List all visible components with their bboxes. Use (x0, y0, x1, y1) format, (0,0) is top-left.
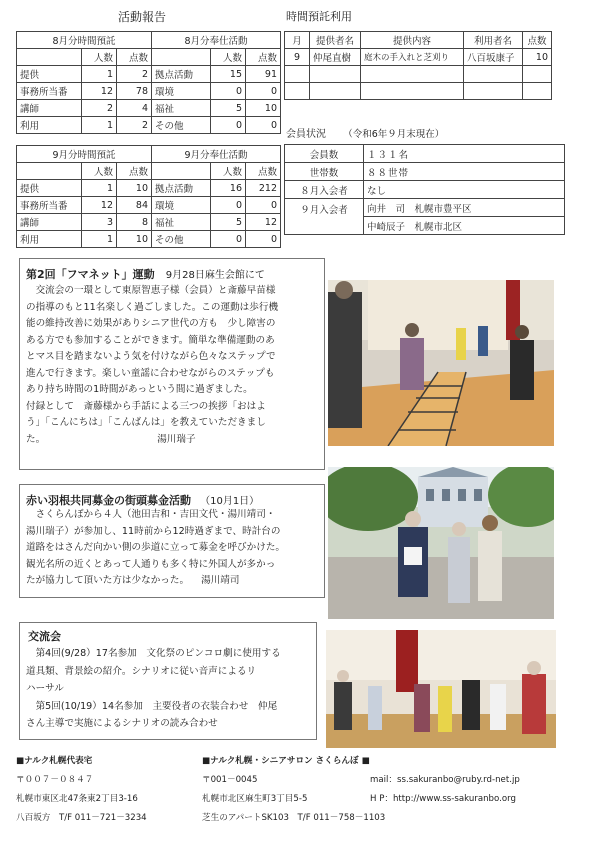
footer-org2-address: 札幌市北区麻生町3丁目5-5 (202, 794, 308, 804)
table-row (17, 197, 281, 214)
timebank-usage-heading: 時間預託利用 (286, 10, 352, 23)
article-author: 湯川靖司 (201, 575, 240, 586)
row-activity-count: 16 (211, 180, 246, 197)
table-row (17, 100, 281, 117)
article-date-place: 9月28日麻生会館にて (165, 270, 265, 281)
member-label: 世帯数 (285, 163, 364, 181)
row-points: 8 (117, 214, 152, 231)
row-activity-points: 0 (246, 117, 281, 134)
footer-mail[interactable]: mail：ss.sakuranbo@ruby.rd-net.jp (370, 775, 520, 785)
body-line: 道具類、背景絵の紹介。シナリオに従い音声によるリ (26, 665, 257, 677)
row-label: 提供 (17, 180, 82, 197)
member-value-extra: 中崎辰子 札幌市北区 (364, 217, 565, 235)
article-body (26, 283, 324, 448)
sep-service-header: 9月分奉仕活動 (152, 146, 281, 163)
row-activity: 環境 (152, 197, 211, 214)
membership-table (284, 144, 565, 235)
row-activity: 福祉 (152, 100, 211, 117)
row-activity-count: 5 (211, 214, 246, 231)
body-line: 能の維持改善に効果がありシニア世代の方も 少し障害の (26, 318, 276, 329)
row-activity-points: 212 (246, 180, 281, 197)
row-activity: その他 (152, 231, 211, 248)
body-line: 観光名所の近くとあって人通りも多く特に外国人が多かっ (26, 558, 276, 570)
sep-col-points2: 点数 (246, 163, 281, 180)
col-points: 点数 (523, 32, 552, 49)
row-activity: 環境 (152, 83, 211, 100)
row-activity-count: 0 (211, 117, 246, 134)
row-count: 1 (82, 231, 117, 248)
body-line: 道路をはさんだ向かい側の歩道に立って募金を呼びかけた。 (26, 542, 286, 553)
cell-provider: 仲尾直樹 (310, 49, 361, 66)
footer-org2-zip: 〒001－0045 (202, 775, 258, 785)
row-label: 講師 (17, 214, 82, 231)
photo-fumanet-exercise (328, 280, 554, 446)
body-line: う」「こんにちは」「こんばんは」を教えていただきまし (26, 417, 266, 428)
row-points: 78 (117, 83, 152, 100)
footer-contact (370, 771, 590, 809)
row-points: 4 (117, 100, 152, 117)
row-count: 1 (82, 66, 117, 83)
table-row (17, 83, 281, 100)
row-label: 事務所当番 (17, 83, 82, 100)
article-fumanet (19, 258, 325, 470)
row-activity-count: 5 (211, 100, 246, 117)
row-points: 10 (117, 231, 152, 248)
body-line-last (26, 432, 324, 449)
footer-org1 (16, 752, 202, 828)
row-points: 10 (117, 180, 152, 197)
body-line: の指導のもと11名楽しく過ごしました。この運動は歩行機 (26, 301, 279, 313)
table-row (17, 231, 281, 248)
body-line: たが協力して頂いた方は少なかった。 (26, 575, 190, 586)
row-count: 12 (82, 197, 117, 214)
member-value: 向井 司 札幌市豊平区 (364, 199, 565, 217)
footer-org1-zip: 〒００７－０８４７ (16, 775, 94, 785)
row-activity-points: 91 (246, 66, 281, 83)
article-title: 赤い羽根共同募金の街頭募金活動 (26, 494, 191, 507)
row-activity: その他 (152, 117, 211, 134)
body-line: 第4回(9/28）17名参加 文化祭のピンコロ劇に使用する (26, 648, 281, 659)
sep-col-count2: 人数 (211, 163, 246, 180)
row-activity-points: 0 (246, 83, 281, 100)
cell-content: 庭木の手入れと芝刈り (361, 49, 464, 66)
member-label: ９月入会者 (285, 199, 364, 235)
body-line: とマス目を踏まないよう気を付けながら色々なステップで (26, 351, 276, 362)
body-line: 交流会の一環として東原智恵子様（会員）と斎藤早苗様 (26, 285, 276, 296)
table-row (285, 199, 565, 217)
photo-rehearsal-graphic (326, 630, 556, 748)
member-label: ８月入会者 (285, 181, 364, 199)
photo-fumanet-graphic (328, 280, 554, 446)
member-value: なし (364, 181, 565, 199)
col-user: 利用者名 (464, 32, 523, 49)
member-label: 会員数 (285, 145, 364, 163)
activity-report-heading: 活動報告 (118, 10, 167, 24)
membership-heading (286, 125, 444, 140)
table-row (285, 49, 552, 66)
row-count: 3 (82, 214, 117, 231)
row-label: 利用 (17, 231, 82, 248)
row-activity-count: 15 (211, 66, 246, 83)
membership-title: 会員状況 (286, 129, 326, 140)
cell-user: 八百坂康子 (464, 49, 523, 66)
col-content: 提供内容 (361, 32, 464, 49)
row-label: 事務所当番 (17, 197, 82, 214)
body-line: ある方でも参加することができます。簡単な準備運動のあ (26, 334, 275, 346)
col-month: 月 (285, 32, 310, 49)
table-row (17, 180, 281, 197)
article-author: 湯川瑞子 (157, 433, 196, 445)
row-activity-count: 0 (211, 83, 246, 100)
body-line: さん主導で実施によるシナリオの読み合わせ (26, 718, 218, 729)
article-red-feather (19, 484, 325, 598)
footer-org1-tel: 八百坂方 T/F 011－721－3234 (16, 813, 147, 823)
article-body (26, 645, 316, 733)
table-row (17, 117, 281, 134)
row-count: 1 (82, 180, 117, 197)
photo-fundraising-graphic (328, 467, 554, 619)
row-points: 2 (117, 66, 152, 83)
article-date: （10月1日） (200, 496, 260, 507)
row-count: 2 (82, 100, 117, 117)
body-line: 湯川瑞子）が参加し、11時前から12時過ぎまで、時計台の (26, 525, 281, 537)
body-line: 付録として 斎藤様から手話による三つの挨拶「おはよ (26, 400, 266, 412)
row-activity: 福祉 (152, 214, 211, 231)
footer-org1-address: 札幌市東区北47条東2丁目3-16 (16, 794, 138, 804)
row-activity-points: 10 (246, 100, 281, 117)
membership-as-of: （令和6年９月末現在） (343, 129, 445, 140)
timebank-usage-table (284, 31, 552, 100)
aug-service-header: 8月分奉仕活動 (152, 32, 281, 49)
sep-timebank-header: 9月分時間預託 (17, 146, 152, 163)
member-value: ８８世帯 (364, 163, 565, 181)
body-line: 進んで行きます。楽しい童謡に合わせながらのステップも (26, 367, 275, 379)
row-activity-count: 0 (211, 197, 246, 214)
body-line-last (26, 573, 324, 590)
body-line: あり持ち時間の1時間があっという間に過ぎました。 (26, 384, 253, 395)
table-row (285, 145, 565, 163)
row-activity: 拠点活動 (152, 66, 211, 83)
row-points: 2 (117, 117, 152, 134)
row-activity-points: 12 (246, 214, 281, 231)
aug-col-count2: 人数 (211, 49, 246, 66)
footer-org2-tel: 芝生のアパートSK103 T/F 011－758－1103 (202, 813, 386, 823)
table-row (17, 66, 281, 83)
sep-col-count: 人数 (82, 163, 117, 180)
sep-col-points: 点数 (117, 163, 152, 180)
body-line: ハーサル (26, 683, 64, 694)
cell-points: 10 (523, 49, 552, 66)
row-activity-count: 0 (211, 231, 246, 248)
aug-col-points: 点数 (117, 49, 152, 66)
table-row (285, 163, 565, 181)
member-value: １３１名 (364, 145, 565, 163)
september-stats-table (16, 145, 281, 248)
col-provider: 提供者名 (310, 32, 361, 49)
aug-col-points2: 点数 (246, 49, 281, 66)
photo-rehearsal (326, 630, 556, 748)
row-label: 提供 (17, 66, 82, 83)
row-count: 1 (82, 117, 117, 134)
body-line: さくらんぼから４人（池田吉和・吉田文代・湯川靖司・ (26, 509, 276, 520)
footer-org2-name: ■ナルク札幌・シニアサロン さくらんぼ ■ (202, 756, 370, 766)
article-title: 第2回「フマネット」運動 (26, 268, 155, 281)
row-label: 講師 (17, 100, 82, 117)
body-line: 第5回(10/19）14名参加 主要役者の衣装合わせ 仲尾 (26, 700, 278, 712)
august-stats-table (16, 31, 281, 134)
row-count: 12 (82, 83, 117, 100)
row-activity-points: 0 (246, 197, 281, 214)
body-line: た。 (26, 433, 46, 445)
table-row (17, 214, 281, 231)
row-points: 84 (117, 197, 152, 214)
aug-timebank-header: 8月分時間預託 (17, 32, 152, 49)
article-social-gathering (19, 622, 317, 740)
photo-street-fundraising (328, 467, 554, 619)
row-label: 利用 (17, 117, 82, 134)
row-activity-points: 0 (246, 231, 281, 248)
article-body (26, 507, 324, 590)
cell-month: 9 (285, 49, 310, 66)
aug-col-count: 人数 (82, 49, 117, 66)
article-title: 交流会 (28, 630, 61, 643)
footer-org1-name: ■ナルク札幌代表宅 (16, 756, 93, 766)
footer-homepage-link[interactable]: H P：http://www.ss-sakuranbo.org (370, 794, 516, 804)
row-activity: 拠点活動 (152, 180, 211, 197)
table-row (285, 181, 565, 199)
